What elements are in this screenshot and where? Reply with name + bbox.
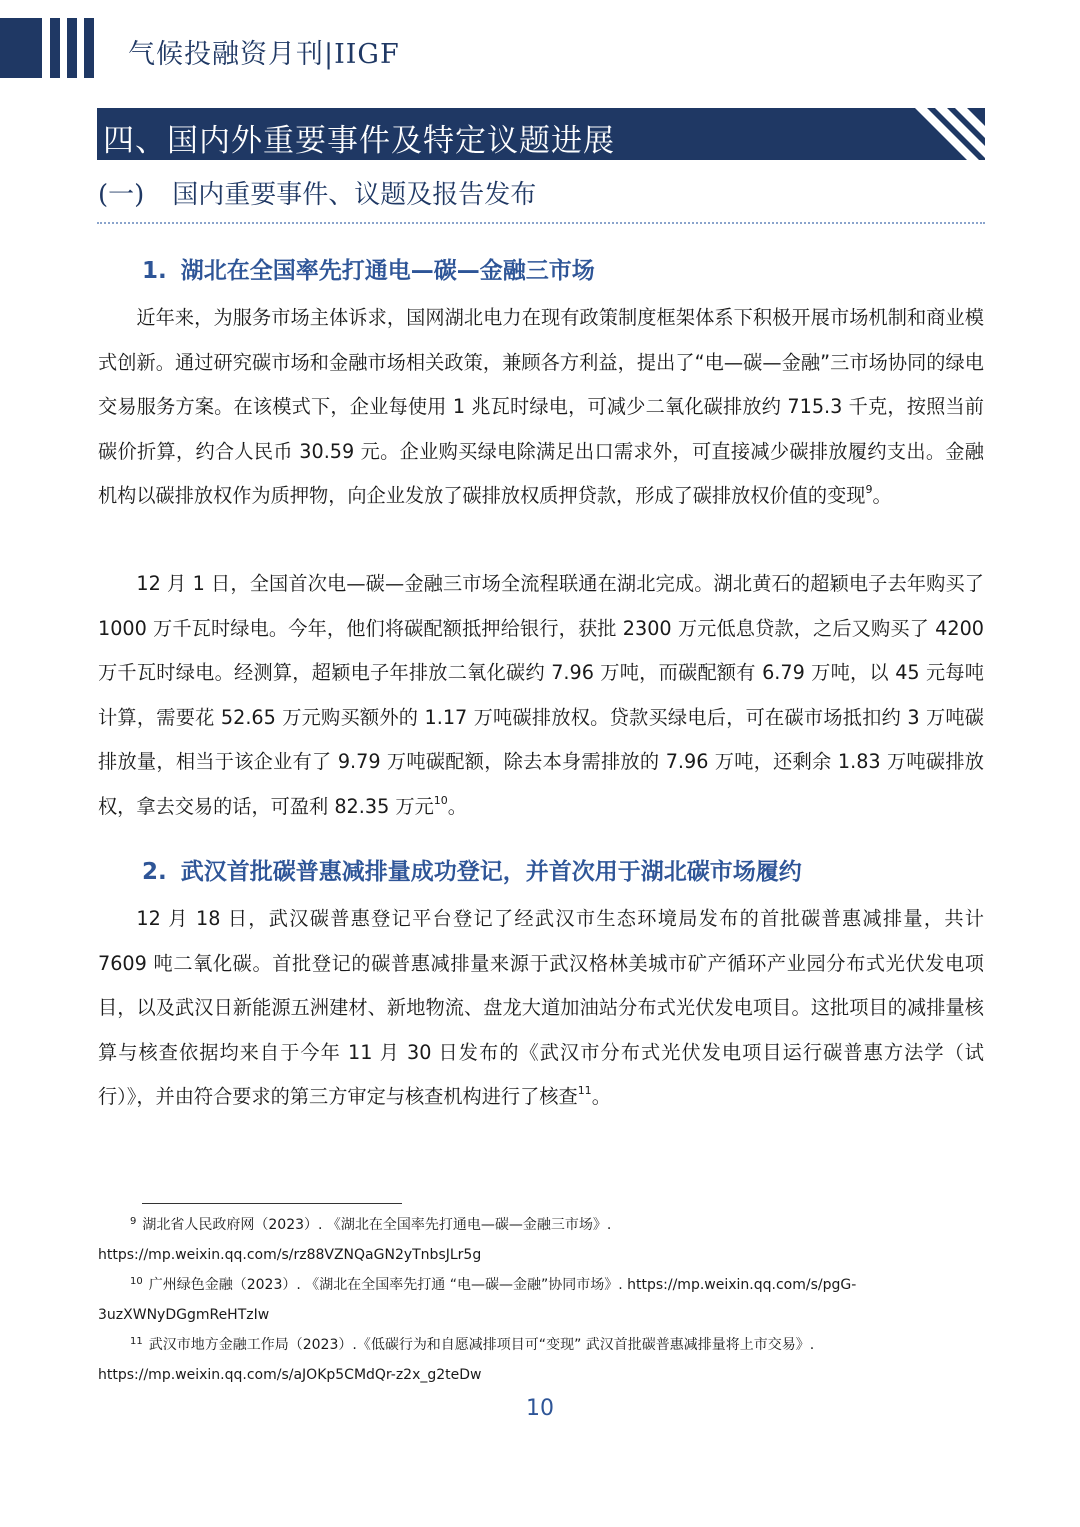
footnote-ref[interactable]: 9	[865, 483, 873, 496]
item-title: 湖北在全国率先打通电—碳—金融三市场	[180, 258, 595, 284]
header-logo-bars	[0, 18, 100, 78]
footnote-text[interactable]: 广州绿色金融（2023）. 《湖北在全国率先打通 “电—碳—金融”协同市场》. https://mp.weixin.qq.com/s/pgG-	[148, 1277, 857, 1293]
dotted-divider	[97, 222, 985, 224]
footnote	[98, 1330, 978, 1390]
footnote	[98, 1210, 978, 1270]
subsection-title: 国内重要事件、议题及报告发布	[172, 180, 537, 210]
item-number: 1.	[142, 258, 167, 284]
item-title: 武汉首批碳普惠减排量成功登记，并首次用于湖北碳市场履约	[180, 859, 802, 885]
paragraph	[98, 897, 984, 1120]
paragraph-tail: 。	[872, 484, 892, 507]
footnote-mark: 10	[130, 1276, 143, 1287]
footnote-mark: 9	[130, 1216, 137, 1227]
footnote-mark: 11	[130, 1336, 143, 1347]
paragraph-text: 12 月 18 日，武汉碳普惠登记平台登记了经武汉市生态环境局发布的首批碳普惠减排量，共计 7609 吨二氧化碳。首批登记的碳普惠减排量来源于武汉格林美城市矿产循环产业园分布式光伏发电项目，以及武汉日新能源五洲建材、新地物流、盘龙大道加油站分布式光伏发电项目。这批项目的减排量核算与核查依据均来自于今年 11 月 30 日发布的《武汉市分布式光伏发电项目运行碳普惠方法学（试行）》，并由符合要求的第三方审定与核查机构进行了核查	[98, 907, 984, 1108]
page-number: 10	[526, 1396, 554, 1421]
banner-stripes-decoration	[915, 108, 985, 160]
footnote-link[interactable]: 3uzXWNyDGgmReHTzIw	[98, 1307, 270, 1323]
section-banner	[97, 108, 985, 160]
header-title: 气候投融资月刊|IIGF	[128, 39, 400, 70]
footnote	[98, 1270, 978, 1330]
paragraph-tail: 。	[591, 1085, 611, 1108]
item-number: 2.	[142, 859, 167, 885]
subsection-heading	[98, 174, 536, 211]
paragraph-text: 近年来，为服务市场主体诉求，国网湖北电力在现有政策制度框架体系下积极开展市场机制和商业模式创新。通过研究碳市场和金融市场相关政策，兼顾各方利益，提出了“电—碳—金融”三市场协同的绿电交易服务方案。在该模式下，企业每使用 1 兆瓦时绿电，可减少二氧化碳排放约 715.3 千克，按照当前碳价折算，约合人民币 30.59 元。企业购买绿电除满足出口需求外，可直接减少碳排放履约支出。金融机构以碳排放权作为质押物，向企业发放了碳排放权质押贷款，形成了碳排放权价值的变现	[98, 306, 984, 507]
subsection-number: (一)	[98, 180, 145, 210]
paragraph	[98, 296, 984, 519]
item-heading	[142, 853, 802, 886]
paragraph-tail: 。	[447, 794, 467, 818]
footnote-link[interactable]: https://mp.weixin.qq.com/s/rz88VZNQaGN2yTnbsJLr5g	[98, 1247, 482, 1263]
paragraph	[98, 562, 984, 829]
footnote-ref[interactable]: 10	[433, 793, 448, 807]
footnote-text: 湖北省人民政府网（2023）. 《湖北在全国率先打通电—碳—金融三市场》.	[142, 1217, 612, 1233]
footnote-text: 武汉市地方金融工作局（2023）.《低碳行为和自愿减排项目可“变现” 武汉首批碳普惠减排量将上市交易》.	[148, 1337, 815, 1353]
section-title: 四、国内外重要事件及特定议题进展	[103, 123, 615, 159]
footnote-ref[interactable]: 11	[577, 1084, 592, 1097]
footnote-rule	[142, 1203, 402, 1204]
paragraph-text: 12 月 1 日，全国首次电—碳—金融三市场全流程联通在湖北完成。湖北黄石的超颖电子去年购买了 1000 万千瓦时绿电。今年，他们将碳配额抵押给银行，获批 2300 万元低息贷款，之后又购买了 4200 万千瓦时绿电。经测算，超颖电子年排放二氧化碳约 7.96 万吨，而碳配额有 6.79 万吨，以 45 元每吨计算，需要花 52.65 万元购买额外的 1.17 万吨碳排放权。贷款买绿电后，可在碳市场抵扣约 3 万吨碳排放量，相当于该企业有了 9.79 万吨碳配额，除去本身需排放的 7.96 万吨，还剩余 1.83 万吨碳排放权，拿去交易的话，可盈利 82.35 万元	[98, 572, 984, 818]
footnote-link[interactable]: https://mp.weixin.qq.com/s/aJOKp5CMdQr-z2x_g2teDw	[98, 1367, 482, 1383]
item-heading	[142, 252, 595, 285]
